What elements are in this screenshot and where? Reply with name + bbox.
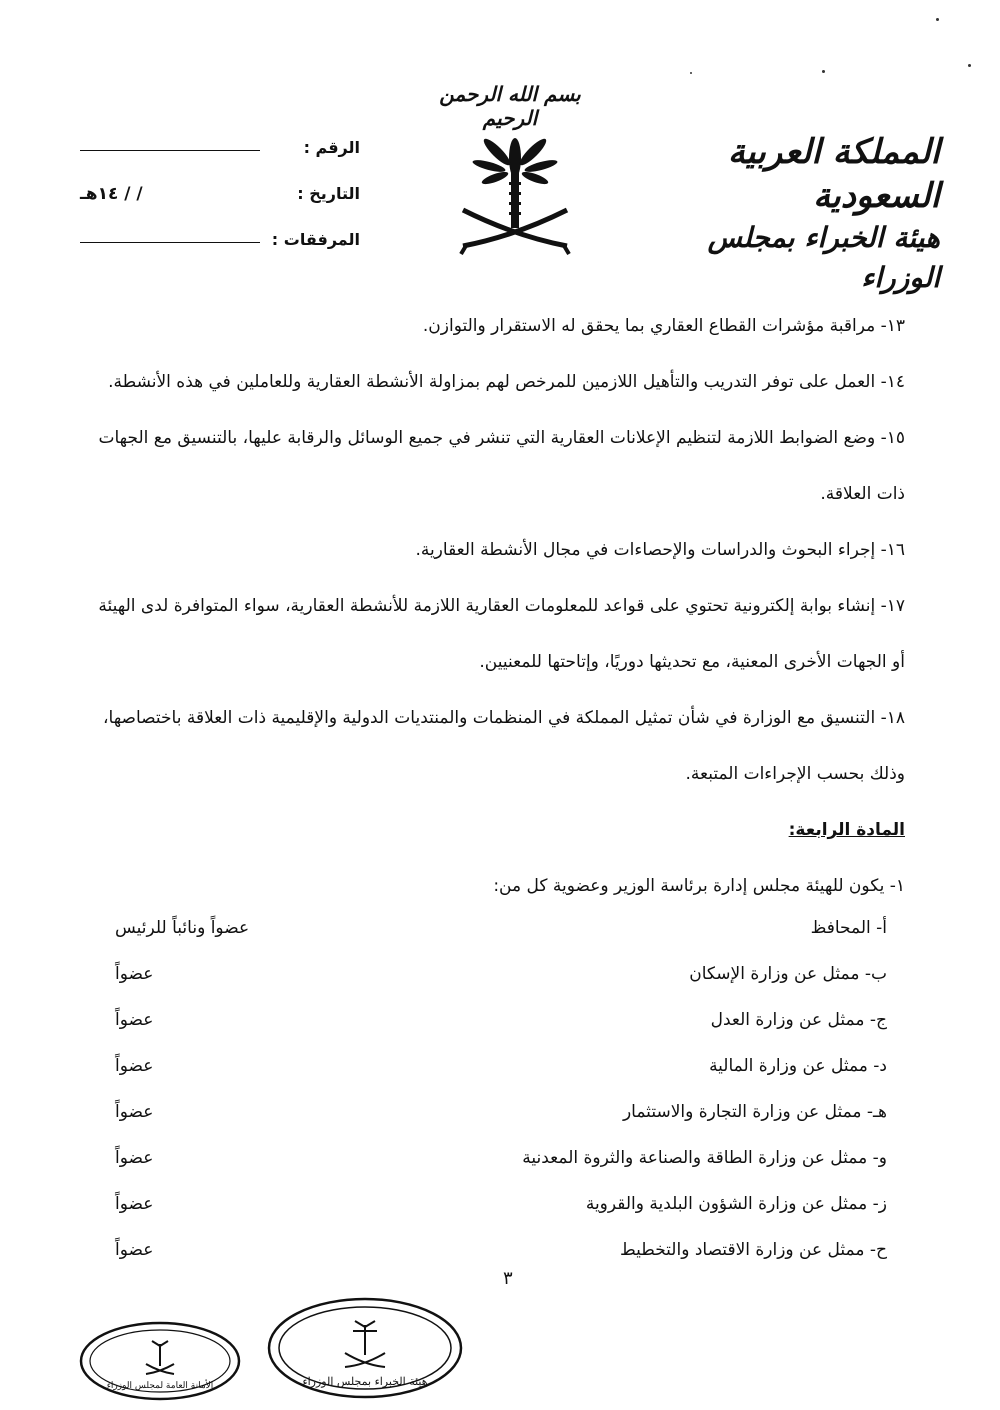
list-item	[95, 690, 905, 802]
member-role: عضواً	[115, 1010, 154, 1030]
member-role: عضواً ونائباً للرئيس	[115, 918, 250, 938]
member-name: ح- ممثل عن وزارة الاقتصاد والتخطيط	[619, 1240, 887, 1260]
article-heading: المادة الرابعة:	[788, 820, 905, 840]
member-row	[115, 964, 905, 1010]
member-row	[115, 1056, 905, 1102]
date-value: / / ١٤هـ	[80, 184, 143, 204]
attachments-label: المرفقات :	[271, 230, 360, 249]
item-text: العمل على توفر التدريب والتأهيل اللازمين للمرخص لهم بمزاولة الأنشطة العقارية وللعاملين في هذه الأنشطة.	[108, 372, 876, 392]
page-number: ٣	[503, 1268, 513, 1289]
board-members-list	[115, 918, 905, 1286]
item-number: ١٤-	[880, 372, 905, 392]
member-name: هـ- ممثل عن وزارة التجارة والاستثمار	[622, 1102, 887, 1122]
seal-text: الأمانة العامة لمجلس الوزراء	[106, 1381, 214, 1391]
item-text: وضع الضوابط اللازمة لتنظيم الإعلانات العقارية التي تنشر في جميع الوسائل والرقابة عليها، بالتنسيق مع الجهات ذات العلاقة.	[98, 428, 905, 504]
item-number: ١٨-	[880, 708, 905, 728]
member-row	[115, 918, 905, 964]
item-text: التنسيق مع الوزارة في شأن تمثيل المملكة في المنظمات والمنتديات الدولية والإقليمية ذات العلاقة باختصاصها، وذلك بحسب الإجراءات المتبعة.	[103, 708, 905, 784]
member-name: ز- ممثل عن وزارة الشؤون البلدية والقروية	[585, 1194, 887, 1214]
list-item	[95, 410, 905, 522]
member-name: ج- ممثل عن وزارة العدل	[710, 1010, 887, 1030]
secretariat-seal-stamp-icon	[78, 1320, 243, 1402]
reference-label: الرقم :	[303, 138, 360, 157]
member-name: ب- ممثل عن وزارة الإسكان	[689, 964, 887, 984]
list-item	[95, 578, 905, 690]
list-item	[95, 522, 905, 578]
list-item	[95, 354, 905, 410]
member-name: د- ممثل عن وزارة المالية	[709, 1056, 887, 1076]
member-row	[115, 1148, 905, 1194]
palm-swords-emblem-icon	[455, 118, 575, 268]
date-row	[70, 184, 360, 230]
member-role: عضواً	[115, 1102, 154, 1122]
organization-header	[640, 130, 940, 298]
seal-text: هيئة الخبراء بمجلس الوزراء	[302, 1375, 428, 1388]
member-role: عضواً	[115, 1240, 154, 1260]
member-row	[115, 1194, 905, 1240]
article-intro: ١- يكون للهيئة مجلس إدارة برئاسة الوزير وعضوية كل من:	[493, 876, 905, 896]
reference-blank-line	[80, 150, 260, 151]
item-number: ١٣-	[880, 316, 905, 336]
scan-speck	[968, 64, 971, 67]
org-line-2: هيئة الخبراء بمجلس الوزراء	[707, 221, 940, 294]
item-number: ١٧-	[880, 596, 905, 616]
member-row	[115, 1102, 905, 1148]
date-label: التاريخ :	[297, 184, 360, 203]
member-role: عضواً	[115, 1194, 154, 1214]
numbered-items	[95, 298, 905, 914]
item-text: مراقبة مؤشرات القطاع العقاري بما يحقق له الاستقرار والتوازن.	[422, 316, 876, 336]
attachments-row	[70, 230, 360, 276]
org-line-1: المملكة العربية السعودية	[727, 132, 940, 216]
member-name: و- ممثل عن وزارة الطاقة والصناعة والثروة المعدنية	[522, 1148, 887, 1168]
member-role: عضواً	[115, 1056, 154, 1076]
member-name: أ- المحافظ	[810, 918, 887, 938]
reference-fields	[70, 138, 360, 276]
basmala: بسم الله الرحمن الرحيم	[439, 82, 581, 130]
attachments-blank-line	[80, 242, 260, 243]
reference-number-row	[70, 138, 360, 184]
list-item	[95, 298, 905, 354]
scan-speck	[690, 72, 692, 74]
official-seal-stamp-icon	[265, 1295, 465, 1401]
scan-speck	[822, 70, 825, 73]
item-text: إجراء البحوث والدراسات والإحصاءات في مجال الأنشطة العقارية.	[415, 540, 876, 560]
member-role: عضواً	[115, 964, 154, 984]
member-row	[115, 1010, 905, 1056]
member-role: عضواً	[115, 1148, 154, 1168]
item-number: ١٥-	[880, 428, 905, 448]
item-text: إنشاء بوابة إلكترونية تحتوي على قواعد للمعلومات العقارية اللازمة للأنشطة العقارية، سواء المتوافرة لدى الهيئة أو الجهات الأخرى المعنية، مع تحديثها دوريًا، وإتاحتها للمعنيين.	[98, 596, 905, 672]
item-number: ١٦-	[880, 540, 905, 560]
scan-speck	[936, 18, 939, 21]
